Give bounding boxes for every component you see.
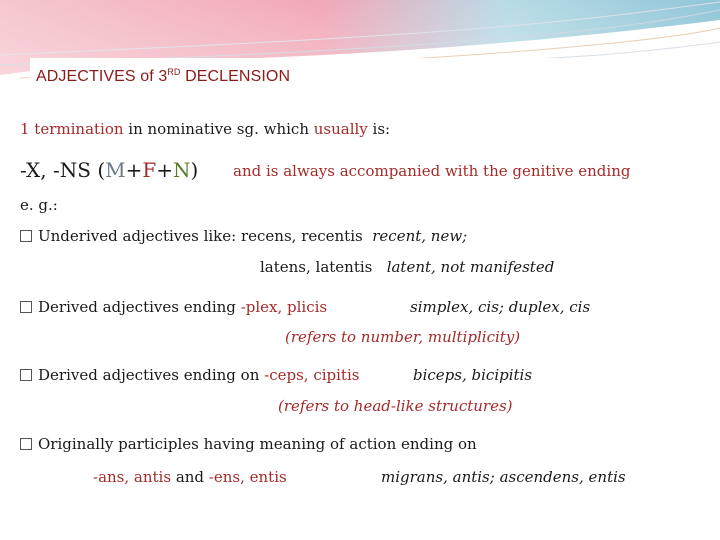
item-ceps-note: (refers to head-like structures) [278,397,513,415]
item-underived-example: latens, latentis latent, not manifested [260,258,555,276]
item-ceps-gloss: biceps, bicipitis [413,366,533,384]
checkbox-bullet-icon [20,301,32,313]
item-participles-endings: -ans, antis and -ens, entis [93,468,287,486]
line-eg: e. g.: [20,196,58,214]
checkbox-bullet-icon [20,230,32,242]
item-plex-note: (refers to number, multiplicity) [285,328,521,346]
slide-title: ADJECTIVES of 3RD DECLENSION [36,67,291,85]
line-termination: 1 termination in nominative sg. which usually is: [20,120,391,138]
line-endings: -X, -NS (M+F+N) [20,158,199,182]
item-underived: Underived adjectives like: recens, recentis recent, new; [20,227,467,245]
item-plex-gloss: simplex, cis; duplex, cis [410,298,591,316]
item-plex: Derived adjectives ending -plex, plicis [20,298,327,316]
item-participles: Originally participles having meaning of action ending on [20,435,477,453]
item-ceps: Derived adjectives ending on -ceps, cipitis [20,366,359,384]
item-participles-gloss: migrans, antis; ascendens, entis [381,468,626,486]
checkbox-bullet-icon [20,438,32,450]
line-genitive-note: and is always accompanied with the genitive ending [233,162,631,180]
checkbox-bullet-icon [20,369,32,381]
